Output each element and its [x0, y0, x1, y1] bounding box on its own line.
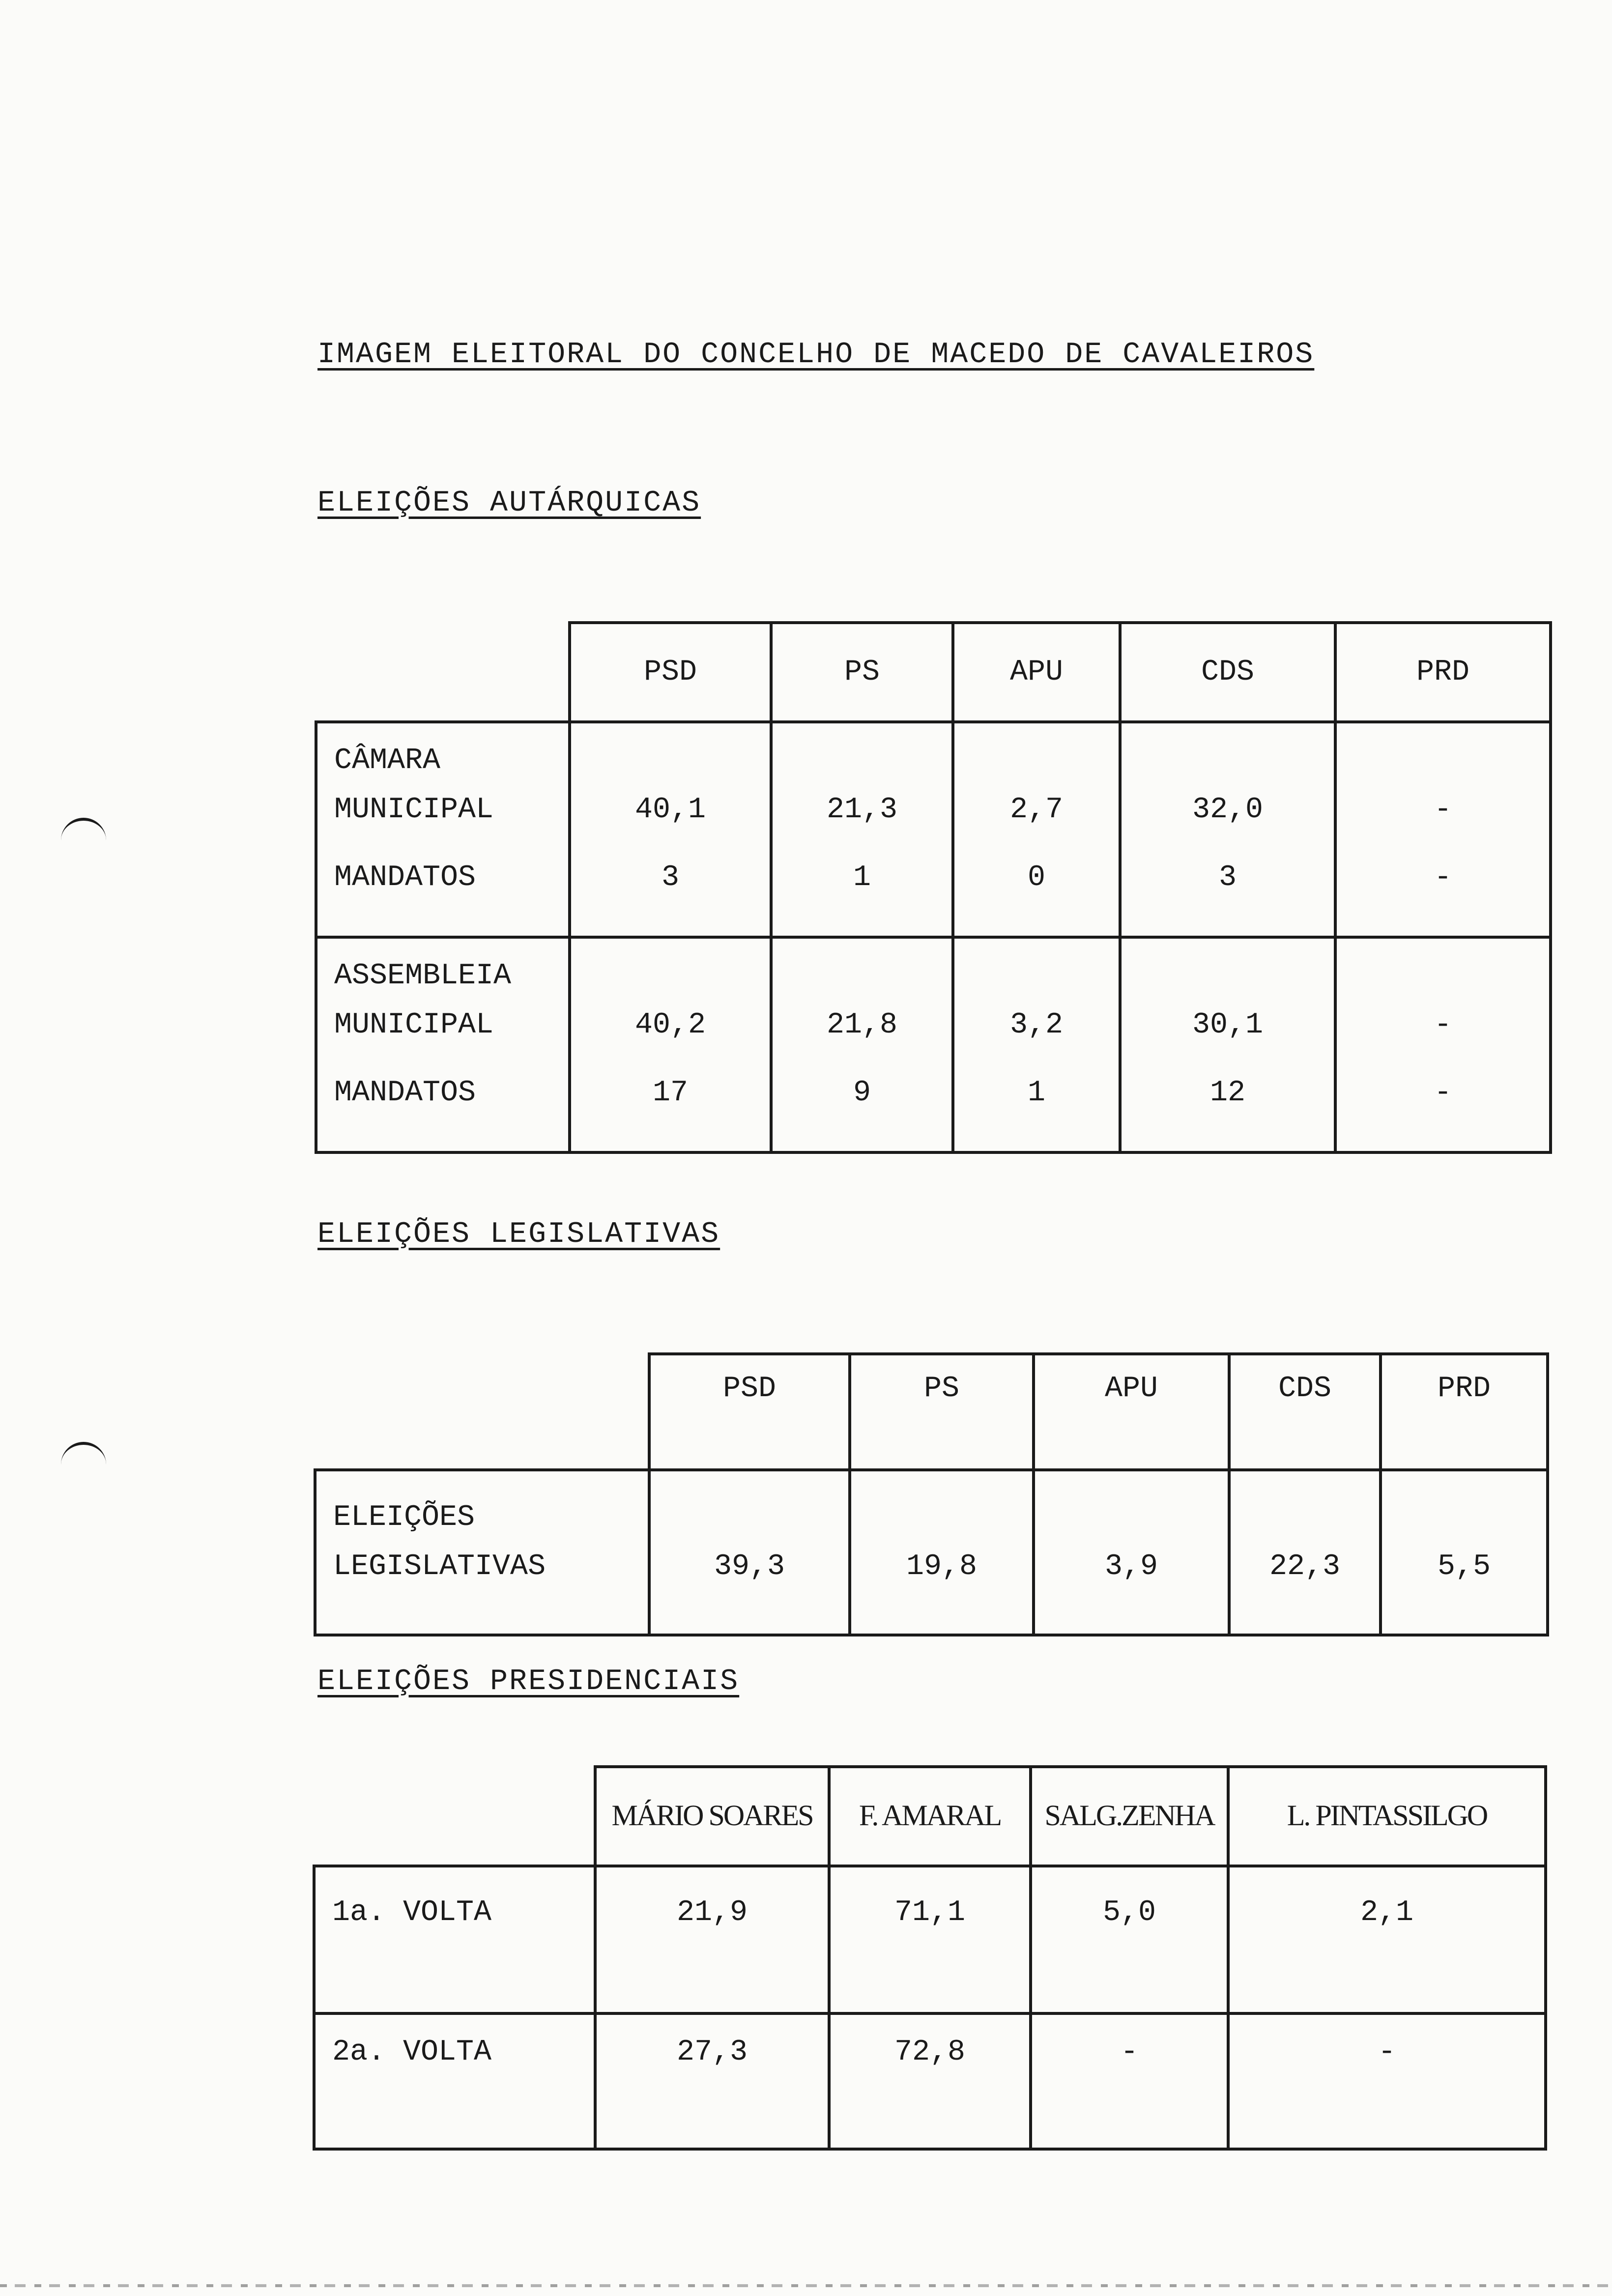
column-header: PSD [570, 623, 771, 722]
row-label-line: ELEIÇÕES [333, 1501, 475, 1534]
value-cell [953, 722, 1120, 937]
percent-value: 21,3 [826, 793, 898, 827]
value-cell: 72,8 [829, 2013, 1031, 2149]
percent-value: 5,5 [1437, 1550, 1491, 1583]
percent-value: 22,3 [1269, 1550, 1341, 1583]
value-cell: 71,1 [829, 1866, 1031, 2013]
value-cell: 2,1 [1228, 1866, 1546, 2013]
column-header: PRD [1335, 623, 1551, 722]
column-header: CDS [1120, 623, 1335, 722]
mandates-value: 1 [853, 861, 871, 894]
mandates-value: 12 [1209, 1076, 1245, 1110]
mandates-value: 17 [652, 1076, 688, 1110]
table-row-legislativas [315, 1470, 1548, 1635]
mandates-value: 0 [1027, 861, 1045, 894]
row-header [316, 937, 570, 1152]
table-autarquicas [315, 621, 1552, 1154]
mandates-value: 9 [853, 1076, 871, 1110]
candidate-name: MÁRIO SOARES [611, 1799, 813, 1832]
value-cell [1381, 1470, 1548, 1635]
row-header: 1a. VOLTA [314, 1866, 595, 2013]
mandates-value: - [1434, 861, 1452, 894]
section-heading-legislativas: ELEIÇÕES LEGISLATIVAS [317, 1218, 720, 1251]
column-header: APU [1034, 1354, 1229, 1470]
mandates-value: 3 [661, 861, 679, 894]
table-row-camara [316, 722, 1551, 937]
mandates-value: 1 [1027, 1076, 1045, 1110]
binder-hole-mark [61, 818, 106, 840]
value-cell: 21,9 [595, 1866, 829, 2013]
percent-value: 30,1 [1192, 1008, 1264, 1042]
value-cell [1120, 722, 1335, 937]
percent-value: 3,9 [1104, 1550, 1158, 1583]
column-header [829, 1767, 1031, 1866]
row-label-line: MANDATOS [334, 1076, 476, 1110]
percent-value: 21,8 [826, 1008, 898, 1042]
value-cell [1120, 937, 1335, 1152]
table-row-first-round [314, 1866, 1546, 2013]
column-header: PRD [1381, 1354, 1548, 1470]
section-heading-autarquicas: ELEIÇÕES AUTÁRQUICAS [317, 487, 701, 520]
page-title: IMAGEM ELEITORAL DO CONCELHO DE MACEDO DE CAVALEIROS [317, 338, 1315, 372]
blank-corner [316, 623, 570, 722]
value-cell [771, 722, 953, 937]
candidate-name: SALG.ZENHA [1044, 1799, 1214, 1832]
percent-value: - [1434, 793, 1452, 827]
column-header: PS [850, 1354, 1034, 1470]
row-label-line: MANDATOS [334, 861, 476, 894]
row-header [316, 722, 570, 937]
percent-value: 32,0 [1192, 793, 1264, 827]
value-cell: - [1228, 2013, 1546, 2149]
column-header [595, 1767, 829, 1866]
table-row-second-round [314, 2013, 1546, 2149]
binder-hole-mark [61, 1442, 106, 1464]
value-cell [1335, 937, 1551, 1152]
value-cell [953, 937, 1120, 1152]
section-heading-presidenciais: ELEIÇÕES PRESIDENCIAIS [317, 1665, 740, 1698]
percent-value: - [1434, 1008, 1452, 1042]
row-label-line: MUNICIPAL [334, 793, 494, 827]
blank-corner [315, 1354, 649, 1470]
blank-corner [314, 1767, 595, 1866]
row-label-line: CÂMARA [334, 744, 441, 777]
value-cell [570, 937, 771, 1152]
mandates-value: - [1434, 1076, 1452, 1110]
column-header [1031, 1767, 1228, 1866]
value-cell [1229, 1470, 1381, 1635]
row-header: 2a. VOLTA [314, 2013, 595, 2149]
column-header: PSD [649, 1354, 850, 1470]
percent-value: 2,7 [1009, 793, 1064, 827]
column-header: PS [771, 623, 953, 722]
value-cell [850, 1470, 1034, 1635]
value-cell: - [1031, 2013, 1228, 2149]
table-presidenciais [313, 1765, 1547, 2151]
scan-edge-noise [0, 2284, 1612, 2287]
row-label-line: MUNICIPAL [334, 1008, 494, 1042]
value-cell: 5,0 [1031, 1866, 1228, 2013]
candidate-name: L. PINTASSILGO [1287, 1799, 1487, 1832]
column-header: CDS [1229, 1354, 1381, 1470]
value-cell [649, 1470, 850, 1635]
value-cell [1335, 722, 1551, 937]
candidate-name: F. AMARAL [859, 1799, 1001, 1832]
table-row-assembleia [316, 937, 1551, 1152]
row-label-line: ASSEMBLEIA [334, 959, 512, 993]
value-cell: 27,3 [595, 2013, 829, 2149]
percent-value: 3,2 [1009, 1008, 1064, 1042]
column-header: APU [953, 623, 1120, 722]
mandates-value: 3 [1218, 861, 1237, 894]
value-cell [570, 722, 771, 937]
value-cell [771, 937, 953, 1152]
column-header [1228, 1767, 1546, 1866]
percent-value: 39,3 [714, 1550, 785, 1583]
percent-value: 19,8 [906, 1550, 978, 1583]
row-label-line: LEGISLATIVAS [333, 1550, 546, 1583]
row-header [315, 1470, 649, 1635]
table-legislativas [314, 1352, 1549, 1636]
percent-value: 40,1 [634, 793, 706, 827]
value-cell [1034, 1470, 1229, 1635]
percent-value: 40,2 [634, 1008, 706, 1042]
